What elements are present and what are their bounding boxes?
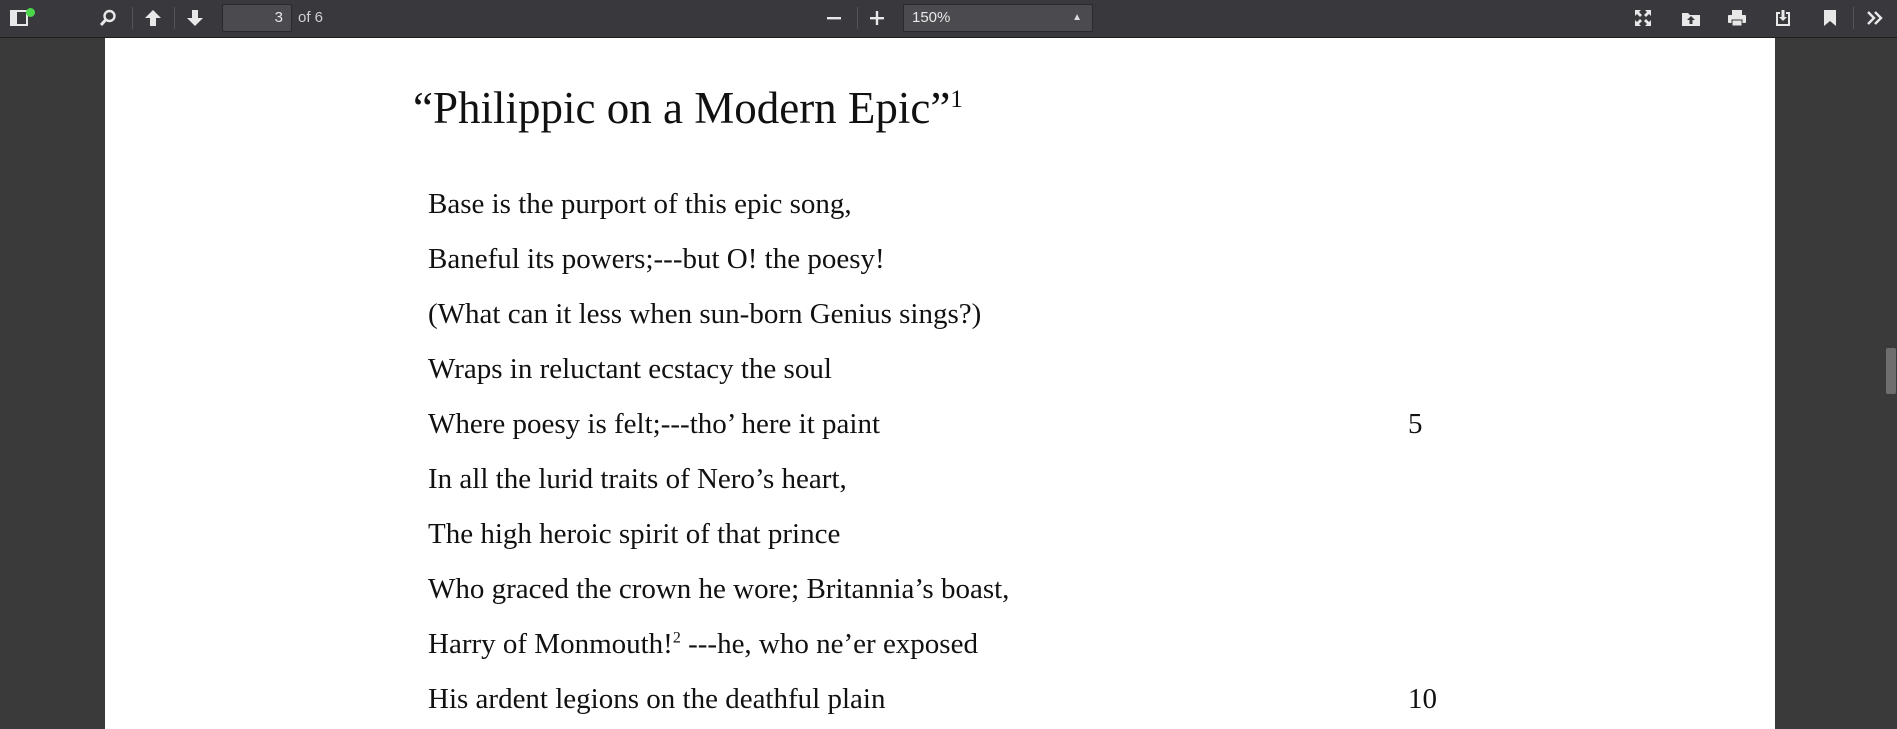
zoom-in-button[interactable]: [862, 4, 892, 32]
zoom-out-icon: [826, 10, 842, 26]
poem-line: The high heroic spirit of that prince: [428, 518, 841, 550]
document-page: [105, 38, 1775, 729]
scrollbar-thumb[interactable]: [1886, 348, 1896, 394]
print-icon: [1727, 9, 1747, 27]
document-viewer[interactable]: [0, 38, 1897, 729]
poem-line-text: ---he, who ne’er exposed: [680, 628, 978, 660]
zoom-caret-icon: ▲: [1072, 12, 1082, 23]
toolbar: [0, 0, 1897, 38]
poem-line: Where poesy is felt;---tho’ here it paint: [428, 408, 881, 440]
toolbar-separator: [857, 7, 858, 29]
poem-line-text: Harry of Monmouth!: [428, 628, 673, 660]
previous-page-icon: [144, 9, 162, 27]
poem-line: In all the lurid traits of Nero’s heart,: [428, 463, 847, 495]
poem-line: Who graced the crown he wore; Britannia’s boast,: [428, 573, 1010, 605]
toolbar-separator: [1853, 7, 1854, 29]
title-footnote-marker[interactable]: 1: [950, 86, 963, 113]
search-button[interactable]: [93, 4, 123, 32]
title-text: “Philippic on a Modern Epic”: [413, 83, 951, 133]
line-number: 5: [1408, 408, 1423, 440]
page-count-label: of 6: [298, 9, 324, 26]
poem-line: His ardent legions on the deathful plain: [428, 683, 886, 715]
poem-line: (What can it less when sun-born Genius sings?): [428, 298, 982, 330]
zoom-select[interactable]: [903, 4, 1093, 32]
open-file-button[interactable]: [1676, 4, 1706, 32]
search-icon: [99, 9, 117, 27]
notification-dot: [26, 8, 35, 17]
tools-button[interactable]: [1860, 4, 1890, 32]
print-button[interactable]: [1722, 4, 1752, 32]
bookmark-button[interactable]: [1815, 4, 1845, 32]
poem-content: [105, 38, 1775, 729]
presentation-mode-button[interactable]: [1628, 4, 1658, 32]
footnote-marker[interactable]: 2: [672, 629, 681, 647]
toolbar-separator: [132, 7, 133, 29]
line-number: 10: [1408, 683, 1437, 715]
toolbar-separator: [174, 7, 175, 29]
zoom-out-button[interactable]: [819, 4, 849, 32]
page-number-input[interactable]: 3: [222, 4, 292, 32]
document-title: [413, 82, 963, 134]
presentation-mode-icon: [1634, 9, 1652, 27]
bookmark-icon: [1823, 9, 1837, 27]
poem-line: [428, 628, 978, 661]
poem-line: Base is the purport of this epic song,: [428, 188, 852, 220]
zoom-in-icon: [869, 10, 885, 26]
previous-page-button[interactable]: [138, 4, 168, 32]
zoom-value: 150%: [912, 9, 951, 26]
sidebar-toggle-button[interactable]: [4, 4, 34, 32]
tools-icon: [1866, 9, 1884, 27]
poem-line: Wraps in reluctant ecstacy the soul: [428, 353, 832, 385]
poem-line: Baneful its powers;---but O! the poesy!: [428, 243, 885, 275]
open-file-icon: [1681, 9, 1701, 27]
download-button[interactable]: [1768, 4, 1798, 32]
next-page-icon: [186, 9, 204, 27]
download-icon: [1774, 9, 1792, 27]
next-page-button[interactable]: [180, 4, 210, 32]
